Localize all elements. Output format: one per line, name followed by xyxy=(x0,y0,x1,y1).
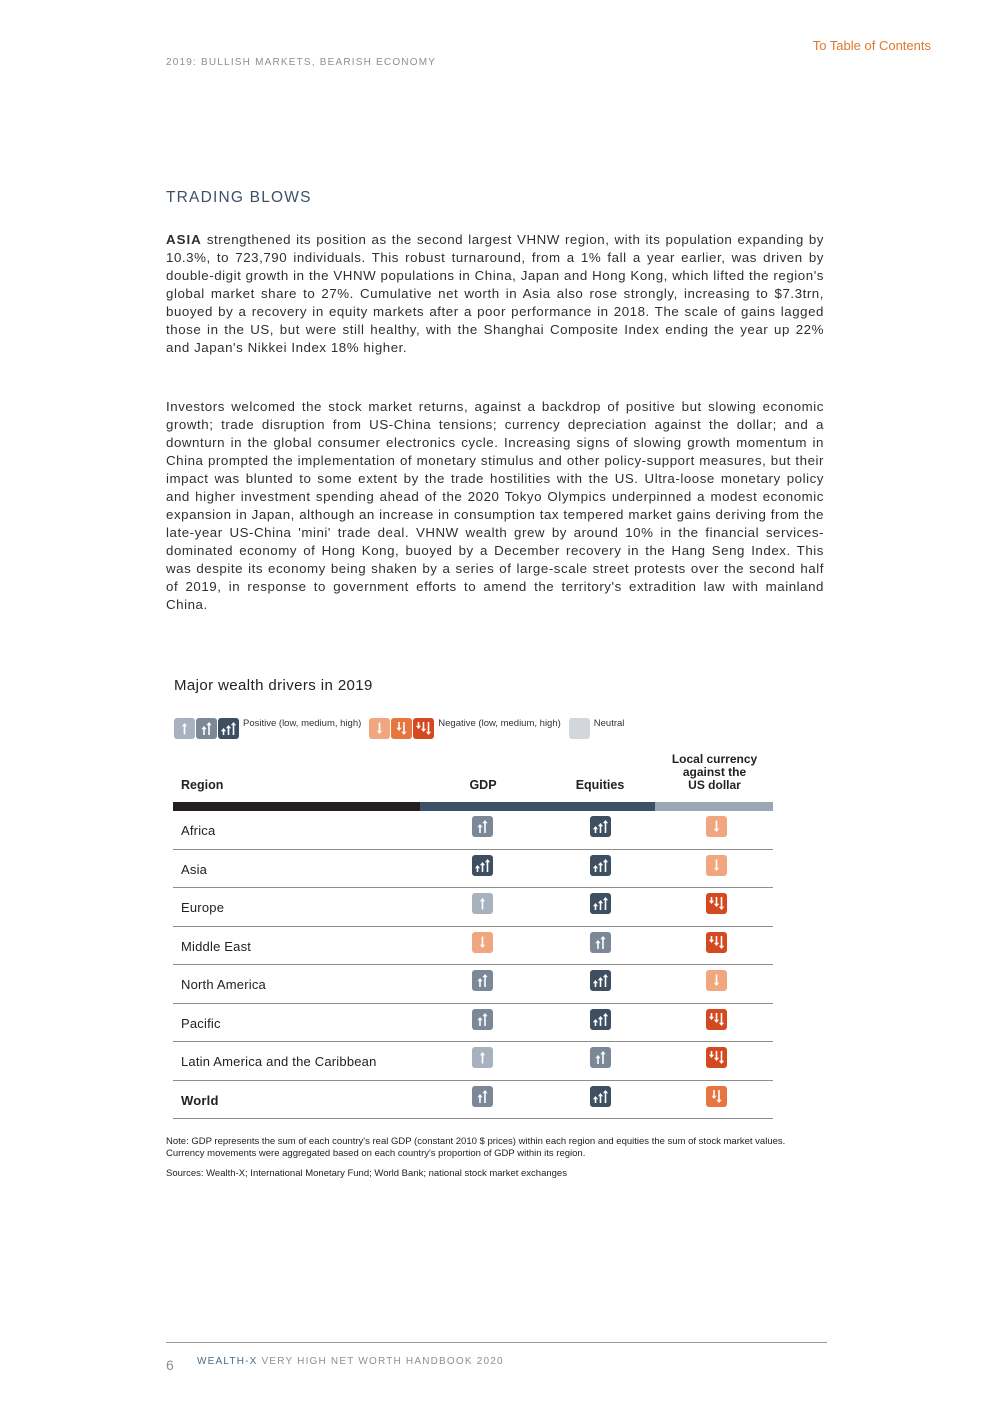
paragraph-investors: Investors welcomed the stock market returns, against a backdrop of positive but slowing economic growth; trade disruption from US-China tensions; currency depreciation against the dollar; and a downturn in the global consumer electronics cycle. Increasing signs of slowing growth momentum in China prompted the implementation of monetary stimulus and other policy-support measures, but their impact was blunted to some extent by the trade hostilities with the US. Ultra-loose monetary policy and higher investment spending ahead of the 2020 Tokyo Olympics underpinned a modest economic expansion in Japan, although an increase in consumption tax tempered market gains deriving from the late-year US-China 'mini' trade deal. VHNW wealth grew by around 10% in the financial services-dominated economy of Hong Kong, buoyed by a December recovery in the Hang Seng Index. This was despite its economy being shaken by a series of large-scale street protests over the second half of 2019, in response to government efforts to amend the territory's extradition law with mainland China. xyxy=(166,399,824,612)
bar-gdp-equities-segment xyxy=(420,802,655,811)
footer-title: VERY HIGH NET WORTH HANDBOOK 2020 xyxy=(257,1356,504,1367)
gdp-pos-low-icon xyxy=(472,1047,493,1068)
running-title: 2019: BULLISH MARKETS, BEARISH ECONOMY xyxy=(166,57,437,68)
table-note: Note: GDP represents the sum of each country's real GDP (constant 2010 $ prices) within each region and equities the sum of stock market values. Currency movements were aggregated based on each country's proportion of GDP within its region. xyxy=(166,1136,786,1159)
footer-brand: WEALTH-X xyxy=(197,1356,258,1367)
table-row xyxy=(173,965,773,1004)
table-header xyxy=(173,750,773,802)
table-row xyxy=(173,1004,773,1043)
currency-neg-low-icon xyxy=(706,816,727,837)
legend-positive-icons xyxy=(174,718,239,739)
gdp-neg-low-icon xyxy=(472,932,493,953)
paragraph-asia xyxy=(166,231,824,357)
header-gdp: GDP xyxy=(469,778,497,792)
table-row xyxy=(173,927,773,966)
positive-medium-icon xyxy=(196,718,217,739)
region-name: Middle East xyxy=(181,938,252,954)
header-currency-line1: Local currency xyxy=(671,752,758,766)
negative-medium-icon xyxy=(391,718,412,739)
region-name: Africa xyxy=(181,823,216,838)
legend-neutral-label: Neutral xyxy=(593,718,625,729)
legend-positive-label: Positive (low, medium, high) xyxy=(243,718,362,729)
header-region: Region xyxy=(181,778,224,792)
equities-pos-medium-icon xyxy=(590,932,611,953)
legend-negative-icons xyxy=(369,718,434,739)
footer-publication xyxy=(197,1356,504,1367)
equities-pos-medium-icon xyxy=(590,1047,611,1068)
region-name: Europe xyxy=(181,900,225,915)
equities-pos-high-icon xyxy=(590,816,611,837)
bar-region-segment xyxy=(173,802,420,811)
region-name: World xyxy=(181,1092,219,1108)
equities-pos-high-icon xyxy=(590,893,611,914)
table-row xyxy=(173,888,773,927)
region-name: North America xyxy=(181,977,266,992)
region-name: Asia xyxy=(181,861,208,877)
neutral-icon xyxy=(569,718,590,739)
bar-currency-segment xyxy=(655,802,773,811)
page-number: 6 xyxy=(166,1357,174,1373)
currency-neg-low-icon xyxy=(706,855,727,876)
table-row xyxy=(173,850,773,889)
currency-neg-high-icon xyxy=(706,932,727,953)
gdp-pos-medium-icon xyxy=(472,1009,493,1030)
currency-neg-high-icon xyxy=(706,893,727,914)
gdp-pos-low-icon xyxy=(472,893,493,914)
lead-word: ASIA xyxy=(166,232,202,247)
gdp-pos-medium-icon xyxy=(472,1086,493,1107)
equities-pos-high-icon xyxy=(590,970,611,991)
negative-high-icon xyxy=(413,718,434,739)
table-title: Major wealth drivers in 2019 xyxy=(174,677,373,694)
legend xyxy=(174,716,632,740)
currency-neg-high-icon xyxy=(706,1047,727,1068)
positive-low-icon xyxy=(174,718,195,739)
currency-neg-low-icon xyxy=(706,970,727,991)
gdp-pos-medium-icon xyxy=(472,970,493,991)
table-row xyxy=(173,1081,773,1120)
table-row xyxy=(173,811,773,850)
currency-neg-medium-icon xyxy=(706,1086,727,1107)
negative-low-icon xyxy=(369,718,390,739)
gdp-pos-high-icon xyxy=(472,855,493,876)
equities-pos-high-icon xyxy=(590,1009,611,1030)
header-currency-line2: against the xyxy=(682,765,747,779)
header-currency-line3: US dollar xyxy=(688,778,741,792)
gdp-pos-medium-icon xyxy=(472,816,493,837)
header-color-bar xyxy=(173,802,773,811)
table-body xyxy=(173,811,773,1119)
paragraph-asia-text: strengthened its position as the second largest VHNW region, with its population expanding by 10.3%, to 723,790 individuals. This robust turnaround, from a 1% fall a year earlier, was driven by double-digit growth in the VHNW populations in China, Japan and Hong Kong, which lifted the region's global market share to 27%. Cumulative net worth in Asia also rose strongly, increasing to $7.3trn, buoyed by a recovery in equity markets after a poor performance in 2018. The scale of gains lagged those in the US, but were still healthy, with the Shanghai Composite Index ending the year up 22% and Japan's Nikkei Index 18% higher. xyxy=(166,232,824,355)
header-equities: Equities xyxy=(575,778,625,792)
positive-high-icon xyxy=(218,718,239,739)
legend-negative-label: Negative (low, medium, high) xyxy=(438,718,561,729)
region-name: Pacific xyxy=(181,1015,221,1031)
currency-neg-high-icon xyxy=(706,1009,727,1030)
table-row xyxy=(173,1042,773,1081)
equities-pos-high-icon xyxy=(590,1086,611,1107)
section-title: TRADING BLOWS xyxy=(166,189,312,206)
header-currency xyxy=(656,753,773,792)
wealth-drivers-table xyxy=(173,750,773,1119)
toc-link[interactable]: To Table of Contents xyxy=(812,38,931,53)
footer-divider xyxy=(166,1342,827,1343)
table-sources: Sources: Wealth-X; International Monetary Fund; World Bank; national stock market exchanges xyxy=(166,1168,567,1179)
equities-pos-high-icon xyxy=(590,855,611,876)
region-name: Latin America and the Caribbean xyxy=(181,1054,377,1069)
